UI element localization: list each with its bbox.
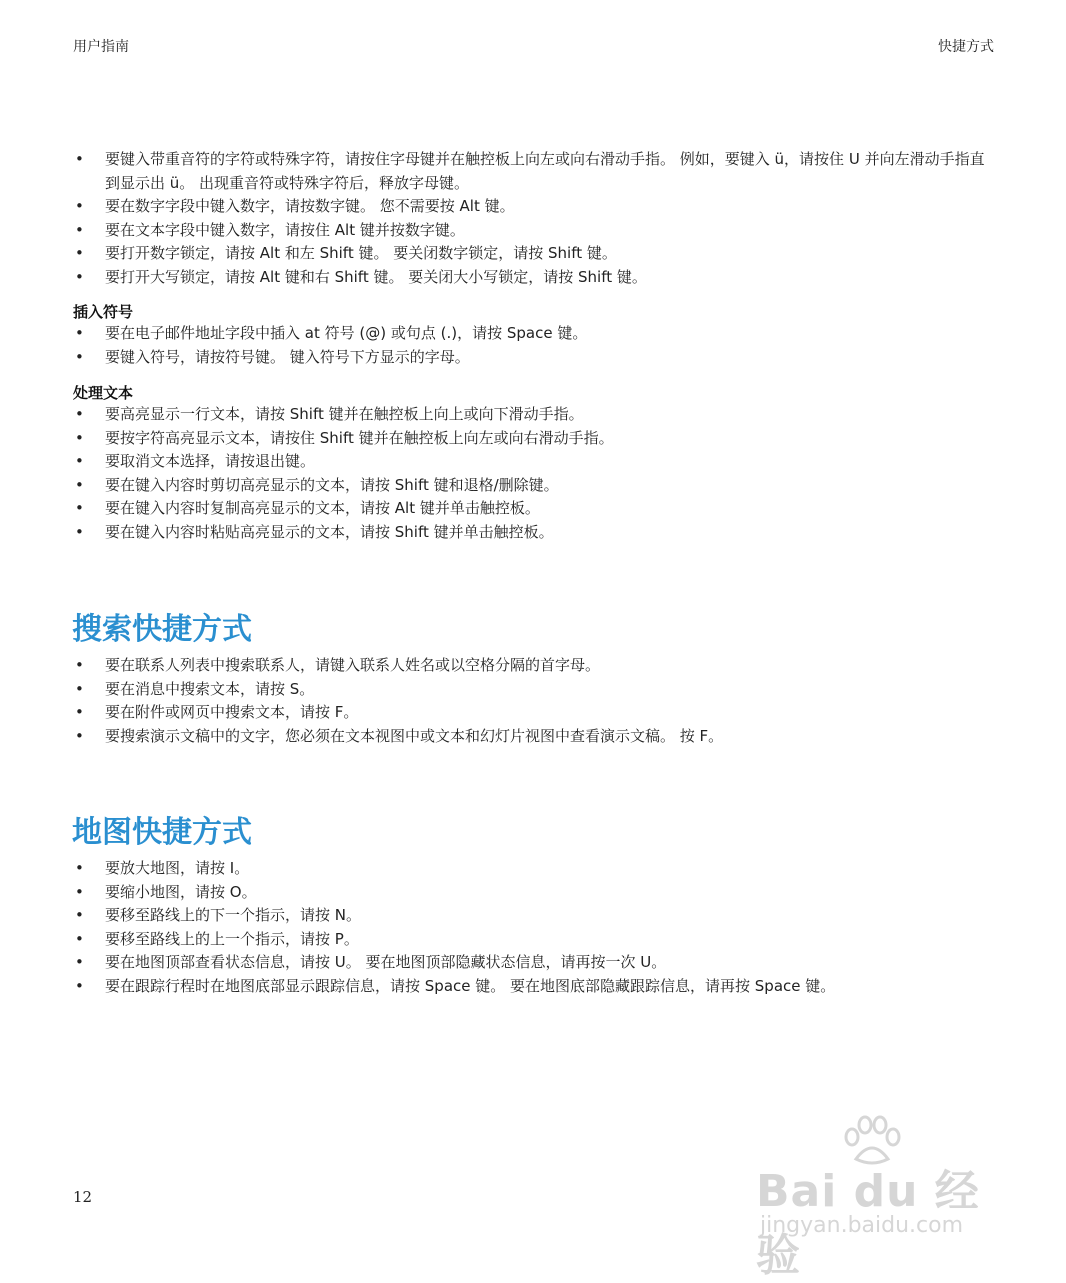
page-number: 12 xyxy=(73,1188,93,1206)
insert-symbols-list xyxy=(73,322,993,369)
list-item: • 要缩小地图，请按 O。 xyxy=(73,881,993,905)
header-left: 用户指南 xyxy=(73,39,129,55)
list-item: • 要在键入内容时剪切高亮显示的文本，请按 Shift 键和退格/删除键。 xyxy=(73,474,993,498)
process-text-list xyxy=(73,403,993,544)
baidu-watermark xyxy=(750,1115,1010,1281)
map-shortcuts-list xyxy=(73,857,993,998)
list-item: • 要打开数字锁定，请按 Alt 和左 Shift 键。 要关闭数字锁定，请按 Shift 键。 xyxy=(73,242,993,266)
list-item: • 要移至路线上的下一个指示，请按 N。 xyxy=(73,904,993,928)
list-item: • 要高亮显示一行文本，请按 Shift 键并在触控板上向上或向下滑动手指。 xyxy=(73,403,993,427)
list-item: • 要在附件或网页中搜索文本，请按 F。 xyxy=(73,701,993,725)
intro-list xyxy=(73,148,993,289)
list-item: • 要在消息中搜索文本，请按 S。 xyxy=(73,678,993,702)
list-item: • 要键入带重音符的字符或特殊字符，请按住字母键并在触控板上向左或向右滑动手指。 例如，要键入 ü，请按住 U 并向左滑动手指直到显示出 ü。 出现重音符或特殊字符后，释放字母键。 xyxy=(73,148,993,195)
list-item: • 要放大地图，请按 I。 xyxy=(73,857,993,881)
list-item: • 要在地图顶部查看状态信息，请按 U。 要在地图顶部隐藏状态信息，请再按一次 U。 xyxy=(73,951,993,975)
list-item: • 要键入符号，请按符号键。 键入符号下方显示的字母。 xyxy=(73,346,993,370)
list-item: • 要移至路线上的上一个指示，请按 P。 xyxy=(73,928,993,952)
list-item: • 要搜索演示文稿中的文字，您必须在文本视图中或文本和幻灯片视图中查看演示文稿。 按 F。 xyxy=(73,725,993,749)
search-shortcuts-list xyxy=(73,654,993,748)
process-text-heading: 处理文本 xyxy=(73,384,134,402)
map-shortcuts-title: 地图快捷方式 xyxy=(72,815,252,850)
watermark-url: jingyan.baidu.com xyxy=(760,1213,964,1238)
header-right: 快捷方式 xyxy=(938,39,994,55)
watermark-brand: Bai du 经验 xyxy=(756,1166,980,1281)
list-item: • 要在文本字段中键入数字，请按住 Alt 键并按数字键。 xyxy=(73,219,993,243)
list-item: • 要在键入内容时复制高亮显示的文本，请按 Alt 键并单击触控板。 xyxy=(73,497,993,521)
list-item: • 要打开大写锁定，请按 Alt 键和右 Shift 键。 要关闭大小写锁定，请按 Shift 键。 xyxy=(73,266,993,290)
search-shortcuts-title: 搜索快捷方式 xyxy=(72,612,252,647)
list-item: • 要在联系人列表中搜索联系人，请键入联系人姓名或以空格分隔的首字母。 xyxy=(73,654,993,678)
list-item: • 要在数字字段中键入数字，请按数字键。 您不需要按 Alt 键。 xyxy=(73,195,993,219)
insert-symbols-heading: 插入符号 xyxy=(73,303,134,321)
list-item: • 要在电子邮件地址字段中插入 at 符号 (@) 或句点 (.)，请按 Space 键。 xyxy=(73,322,993,346)
list-item: • 要取消文本选择，请按退出键。 xyxy=(73,450,993,474)
list-item: • 要按字符高亮显示文本，请按住 Shift 键并在触控板上向左或向右滑动手指。 xyxy=(73,427,993,451)
list-item: • 要在跟踪行程时在地图底部显示跟踪信息，请按 Space 键。 要在地图底部隐藏跟踪信息，请再按 Space 键。 xyxy=(73,975,993,999)
list-item: • 要在键入内容时粘贴高亮显示的文本，请按 Shift 键并单击触控板。 xyxy=(73,521,993,545)
